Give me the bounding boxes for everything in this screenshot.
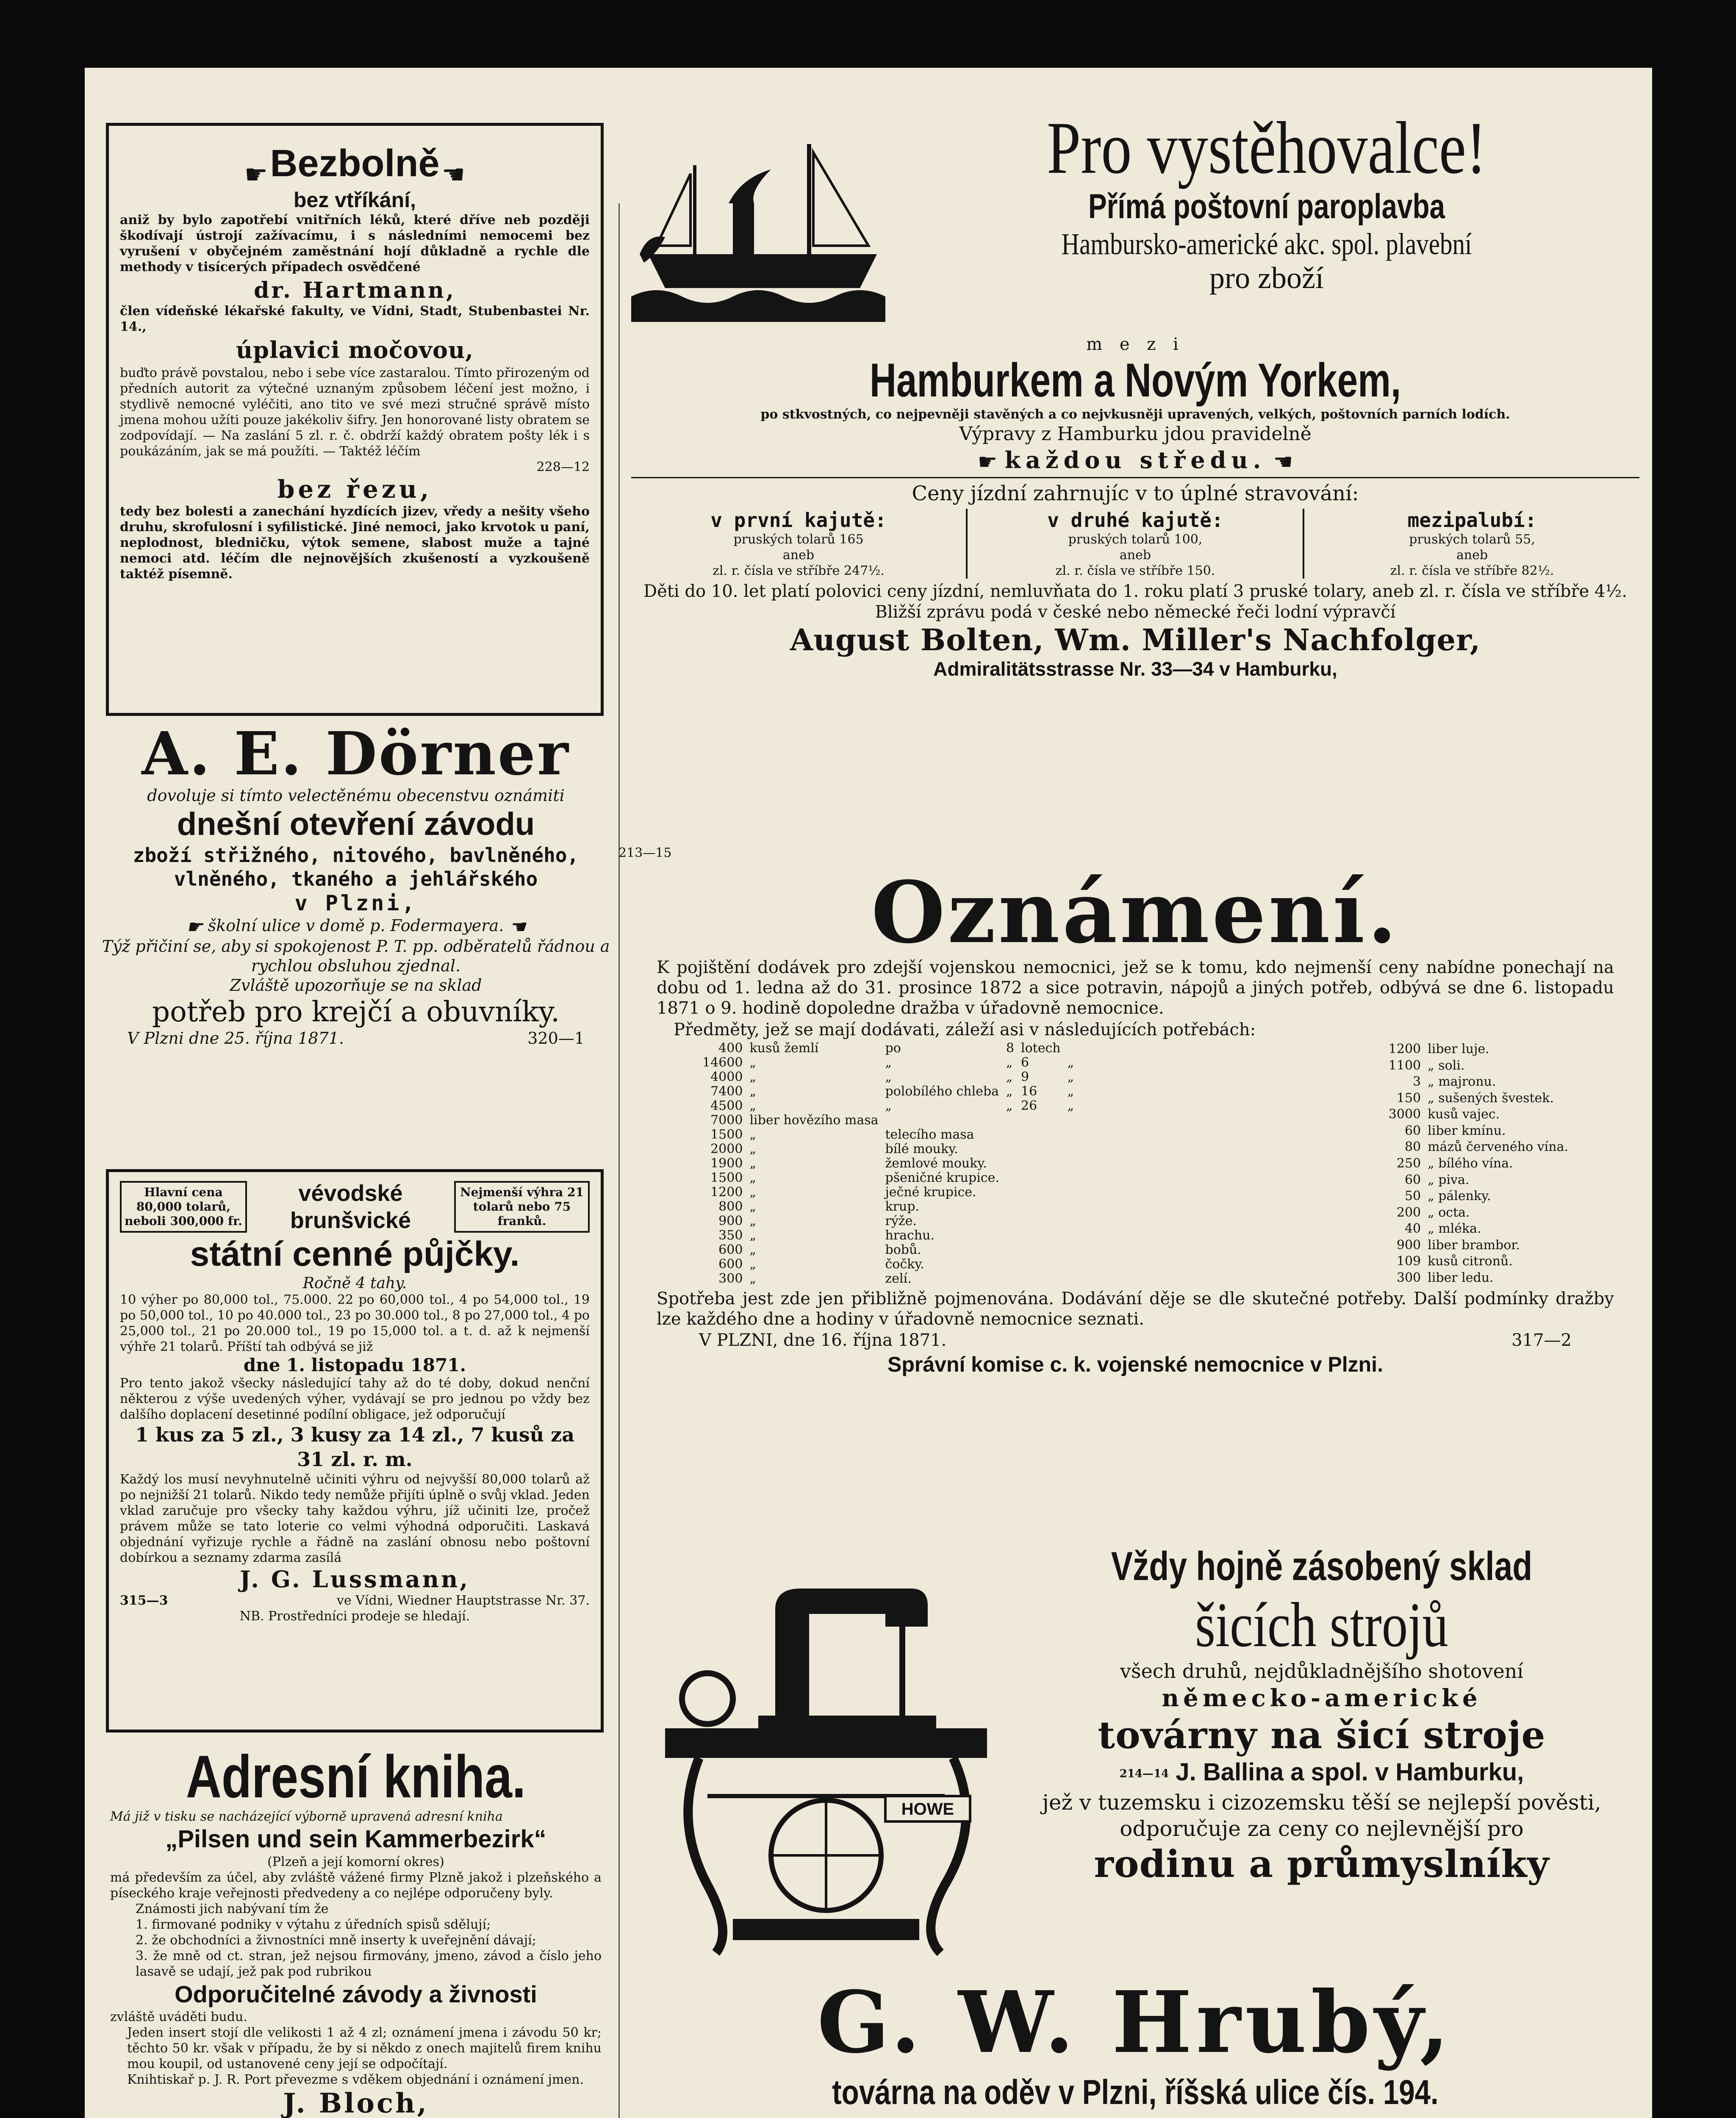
delivery-row (1385, 1058, 1572, 1074)
delivery-cell (1064, 1128, 1078, 1142)
delivery-cell: „ (749, 1070, 756, 1084)
delivery-cell: kusů vajec. (1428, 1107, 1500, 1122)
ad-text: buďto právě povstalou, nebo i sebe více zastaralou. Tímto přirozeným od předních autorit za výtečné uznaným způsobem léčení jest možno, i stydlivě nemocné vyléčiti, ano tito ve své mezi stručné správě místo jmena mohou užíti pouze jakékoliv šifry. Jen honorované listy obratem se zodpovídají. — Na zaslání 5 zl. r. č. obdrží každý obratem pošty lék i s poukázáním, jak se má použíti. — Taktéž léčím (120, 365, 590, 459)
delivery-row (1385, 1204, 1572, 1221)
ad-children: Děti do 10. let platí polovici ceny jízdní, nemluvňata do 1. roku platí 3 pruské tolary, aneb zl. r. čísla ve stříbře 4½. (643, 582, 1627, 601)
delivery-cell (1003, 1142, 1018, 1156)
lottery-wins: 10 výher po 80,000 tol., 75.000. 22 po 60,000 tol., 4 po 54,000 tol., 19 po 50,000 tol., 10 po 40.000 tol., 23 po 30.000 tol., 8 po 27,000 tol., 4 po 25,000 tol., 21 po 20.000 tol., 19 po 15,000 tol. a t. d. až k nejmenší výhře 21 tolarů. Příští tah odbývá se již (120, 1292, 590, 1354)
ad-code: 213—15 (618, 846, 672, 860)
delivery-cell: 900 (718, 1214, 743, 1228)
ad-agent-address: Admiralitätsstrasse Nr. 33—34 v Hamburku, (933, 658, 1337, 680)
delivery-cell (1003, 1214, 1018, 1228)
delivery-cell: telecího masa (885, 1127, 974, 1142)
delivery-cell: 250 (1396, 1156, 1421, 1171)
doctor-info: člen vídeňské lékařské fakulty, ve Vídni, Stadt, Stubenbastei Nr. 14., (120, 303, 590, 334)
delivery-cell: liber kmínu. (1428, 1123, 1506, 1138)
delivery-row (1385, 1074, 1572, 1090)
sewing-machine-illustration (648, 1559, 1017, 1961)
delivery-cell: 7000 (710, 1113, 743, 1128)
delivery-row (699, 1099, 1077, 1113)
delivery-cell: hrachu. (885, 1228, 935, 1243)
delivery-cell (1018, 1171, 1064, 1185)
delivery-cell: pšeničné krupice. (885, 1170, 999, 1185)
delivery-cell: bobů. (885, 1242, 921, 1257)
delivery-cell: kusů žemlí (749, 1041, 819, 1056)
ad-agent: August Bolten, Wm. Miller's Nachfolger, (790, 622, 1481, 657)
delivery-row (1385, 1221, 1572, 1237)
lottery-text: Každý los musí nevyhnutelně učiniti výhru od nejvyšší 80,000 tolarů až po nejnižší 21 tolarů. Nikdo tedy nemůže přijíti úplně o svůj vklad. Jeden vklad zaručuje pro všecky tahy každou výhru, jíž učiniti lze, pročež právem může se tato loterie co velmi výhodná odporučiti. Laskavá objednání vyřizuje rychle a řádně na zaslání obnosu nebo poštovní dobírkou a seznamy zdarma zasílá (120, 1472, 590, 1565)
delivery-row (699, 1056, 1077, 1070)
delivery-cell: „ soli. (1428, 1058, 1465, 1073)
ad-line: pro zboží (1209, 261, 1324, 295)
delivery-cell: 4500 (710, 1098, 743, 1113)
delivery-cell (882, 1113, 1002, 1128)
lottery-prices: 1 kus za 5 zl., 3 kusy za 14 zl., 7 kusů za 31 zl. r. m. (135, 1423, 575, 1471)
delivery-cell (1018, 1243, 1064, 1257)
delivery-row (1385, 1188, 1572, 1205)
delivery-cell: 1500 (710, 1127, 743, 1142)
delivery-cell: liber brambor. (1428, 1237, 1520, 1253)
delivery-cell: zelí. (885, 1271, 912, 1286)
delivery-cell: „ sušených švestek. (1428, 1090, 1554, 1106)
ad-info: Bližší zprávu podá v české nebo německé řeči lodní výpravčí (875, 602, 1396, 622)
delivery-row (699, 1214, 1077, 1228)
ad-text: Týž přičiní se, aby si spokojenost P. T. pp. odběratelů řádnou a rychlou obsluhou zjednal. (102, 937, 610, 975)
ad-text: jež v tuzemsku i cizozemsku těší se nejlepší pověsti, odporučuje za ceny co nejlevnější pro (1042, 1790, 1601, 1841)
delivery-cell (1018, 1200, 1064, 1214)
delivery-cell (1064, 1113, 1078, 1128)
ad-text: Knihtiskař p. J. R. Port převezme s vděkem objednání i oznámení jmen. (127, 2072, 584, 2087)
lottery-text: Pro tento jakož všecky následující tahy až do té doby, dokud nenční některou z výše uvedených výher, vydávají se pro jednou po vždy bez dalšího doplacení desetinné podílní obligace, jež odporučují (120, 1376, 590, 1422)
lottery-sub: Ročně 4 tahy. (302, 1275, 407, 1292)
delivery-cell: 1200 (1388, 1042, 1421, 1057)
delivery-cell: 2000 (710, 1142, 743, 1156)
delivery-cell: krup. (885, 1199, 920, 1214)
delivery-cell: 3 (1413, 1074, 1421, 1089)
ad-goods: zboží střižného, nitového, bavlněného, vlněného, tkaného a jehlářského (133, 844, 579, 890)
delivery-cell: 9 (1021, 1070, 1029, 1084)
pointing-hand-right-icon: ☚ (441, 158, 466, 190)
delivery-cell: 900 (1396, 1237, 1421, 1253)
ad-bezbolne (106, 123, 604, 716)
ad-code: 320—1 (527, 1029, 585, 1048)
delivery-cell: „ bílého vína. (1428, 1156, 1513, 1171)
ad-code: 214—14 (1119, 1767, 1169, 1780)
delivery-cell: 800 (718, 1199, 743, 1214)
delivery-cell: „ (749, 1098, 756, 1113)
fare-price: pruských tolarů 165 (733, 532, 864, 547)
ad-title: Adresní kniha. (186, 1743, 526, 1810)
pointing-hand-left-icon: ☛ (977, 449, 998, 475)
delivery-row (1385, 1172, 1572, 1188)
delivery-cell: „ (1067, 1070, 1074, 1084)
delivery-row (699, 1041, 1077, 1056)
ad-intro: Má již v tisku se nacházející výborně upravená adresní kniha (110, 1809, 503, 1824)
delivery-cell: „ (749, 1185, 756, 1200)
delivery-cell: „ (885, 1070, 892, 1084)
lottery-draw-date: dne 1. listopadu 1871. (243, 1355, 466, 1375)
delivery-row (699, 1243, 1077, 1257)
delivery-cell: „ (749, 1170, 756, 1185)
ad-line: Vždy hojně zásobený sklad (1111, 1544, 1533, 1589)
delivery-table-right (1385, 1041, 1572, 1286)
delivery-cell (1003, 1113, 1018, 1128)
fare-class (631, 509, 968, 579)
ad-title: Bezbolně (270, 142, 440, 185)
delivery-cell (1018, 1228, 1064, 1243)
delivery-cell: 400 (718, 1041, 743, 1056)
delivery-cell (1003, 1200, 1018, 1214)
delivery-cell: „ (1006, 1098, 1013, 1113)
delivery-row (699, 1128, 1077, 1142)
machine-brand-label: HOWE (901, 1800, 954, 1819)
pointing-hand-right-icon: ☚ (509, 916, 526, 938)
delivery-cell: lotech (1021, 1041, 1061, 1056)
column-divider (618, 203, 620, 2118)
delivery-row (699, 1142, 1077, 1156)
delivery-cell (1003, 1128, 1018, 1142)
ad-code: 228—12 (536, 459, 590, 474)
delivery-row (699, 1171, 1077, 1185)
ad-sewing-machines (631, 1542, 1639, 1966)
delivery-cell (1003, 1228, 1018, 1243)
fare-price: pruských tolarů 100, (1068, 532, 1203, 547)
lottery-headline: státní cenné půjčky. (190, 1235, 520, 1273)
delivery-cell: kusů citronů. (1428, 1254, 1513, 1269)
delivery-cell: 80 (1404, 1139, 1421, 1155)
delivery-cell: 150 (1396, 1090, 1421, 1106)
doctor-name: dr. Hartmann, (254, 277, 456, 303)
notice-subjects: Předměty, jež se mají dodávati, záleží asi v následujících potřebách: (674, 1020, 1256, 1040)
delivery-row (699, 1156, 1077, 1171)
delivery-cell (1003, 1171, 1018, 1185)
lottery-title: vévodské brunšvické (290, 1181, 411, 1233)
delivery-cell: „ (749, 1156, 756, 1171)
lottery-firm: J. G. Lussmann, (239, 1566, 470, 1593)
delivery-cell: liber hovězího masa (749, 1113, 879, 1128)
ad-code: 315—3 (120, 1593, 168, 1608)
lottery-address: ve Vídni, Wiedner Hauptstrasse Nr. 37. (337, 1593, 590, 1608)
delivery-cell: „ (1067, 1098, 1074, 1113)
delivery-cell (1018, 1128, 1064, 1142)
ad-text: Známosti jich nabývaní tím že (136, 1902, 329, 1916)
delivery-cell (1064, 1171, 1078, 1185)
ad-firm: J. Ballina a spol. v Hamburku, (1176, 1758, 1524, 1786)
delivery-cell: 1900 (710, 1156, 743, 1171)
ad-lottery (106, 1169, 604, 1733)
ad-desc: po stkvostných, co nejpevněji stavěných a co nejvkusněji upravených, velkých, poštovních parních lodích. (760, 407, 1510, 422)
ad-line: šicích strojů (1195, 1590, 1448, 1660)
ad-intro: dovoluje si tímto velectěnému obecenstvu oznámiti (147, 786, 565, 805)
ad-emigrants (618, 107, 1639, 860)
ad-address-book (102, 1745, 610, 2118)
delivery-cell (1018, 1214, 1064, 1228)
delivery-row (1385, 1270, 1572, 1286)
delivery-cell: 8 (1006, 1041, 1014, 1056)
delivery-cell (1064, 1214, 1078, 1228)
ad-line: Hambursko-americké akc. spol. plavební (1061, 227, 1472, 261)
delivery-cell: 1100 (1388, 1058, 1421, 1073)
ad-dorner (102, 719, 610, 1163)
delivery-cell: „ (749, 1084, 756, 1099)
ad-code: 317—2 (1511, 1331, 1572, 1350)
pointing-hand-left-icon: ☛ (244, 158, 268, 190)
fare-silver: zl. r. čísla ve stříbře 150. (1055, 563, 1215, 578)
ad-date: V Plzni dne 25. října 1871. (127, 1029, 344, 1048)
delivery-cell: 300 (718, 1271, 743, 1286)
fare-silver: zl. r. čísla ve stříbře 247½. (713, 563, 885, 578)
delivery-cell (1003, 1156, 1018, 1171)
delivery-cell: „ pálenky. (1428, 1189, 1491, 1204)
delivery-cell: 7400 (710, 1084, 743, 1099)
ad-text: 2. že obchodníci a živnostníci mně inserty k uveřejnění dávají; (136, 1933, 536, 1948)
delivery-cell: liber ledu. (1428, 1270, 1494, 1285)
delivery-cell: „ mléka. (1428, 1221, 1481, 1236)
delivery-cell: 6 (1021, 1055, 1029, 1070)
ad-heading: úplavici močovou, (236, 336, 474, 363)
delivery-cell: 16 (1021, 1084, 1037, 1099)
delivery-cell: žemlové mouky. (885, 1156, 987, 1171)
delivery-cell: „ (749, 1257, 756, 1272)
ad-departs: Výpravy z Hamburku jdou pravidelně (959, 423, 1312, 445)
delivery-cell: 350 (718, 1228, 743, 1243)
delivery-cell: „ (1006, 1055, 1013, 1070)
ad-title: Oznámení. (871, 863, 1400, 962)
delivery-row (699, 1228, 1077, 1243)
ad-line: Přímá poštovní paroplavba (1088, 187, 1445, 226)
delivery-cell: po (885, 1041, 901, 1056)
lottery-note: NB. Prostředníci prodeje se hledají. (239, 1609, 470, 1624)
fare-silver: zl. r. čísla ve stříbře 82½. (1390, 563, 1554, 578)
delivery-cell: 1200 (710, 1185, 743, 1200)
delivery-row (699, 1257, 1077, 1272)
delivery-row (699, 1185, 1077, 1200)
ad-city: v Plzni, (294, 891, 417, 915)
ad-heading: bez řezu, (277, 474, 433, 504)
ad-headline: Odporučitelné závody a živnosti (175, 1981, 537, 2007)
ad-text: potřeb pro krejčí a obuvníky. (152, 995, 560, 1028)
ad-text: 1. firmované podniky v výtahu z úředních spisů sdělují; (136, 1917, 491, 1932)
notice-signature: Správní komise c. k. vojenské nemocnice v Plzni. (887, 1353, 1383, 1376)
company-name: A. E. Dörner (141, 719, 570, 789)
ad-title: Pro vystěhovalce! (1046, 107, 1486, 189)
delivery-row (699, 1113, 1077, 1128)
delivery-cell: „ (749, 1199, 756, 1214)
delivery-cell (1064, 1272, 1078, 1286)
delivery-cell (1018, 1257, 1064, 1272)
delivery-cell: bílé mouky. (885, 1142, 958, 1156)
delivery-cell (1003, 1243, 1018, 1257)
delivery-row (699, 1200, 1077, 1214)
delivery-cell: 60 (1404, 1172, 1421, 1187)
delivery-cell: „ (749, 1127, 756, 1142)
delivery-cell (1003, 1272, 1018, 1286)
delivery-row (1385, 1139, 1572, 1156)
delivery-cell: rýže. (885, 1214, 917, 1228)
delivery-cell: ječné krupice. (885, 1185, 976, 1200)
fare-price: pruských tolarů 55, (1409, 532, 1535, 547)
ad-line: všech druhů, nejdůkladnějšího shotovení (1120, 1660, 1524, 1683)
delivery-cell: liber luje. (1428, 1042, 1489, 1057)
ad-headline: dnešní otevření závodu (177, 806, 535, 842)
ad-line: Hamburkem a Novým Yorkem, (869, 354, 1401, 407)
delivery-row (1385, 1253, 1572, 1270)
lottery-min-prize: Nejmenší výhra 21 tolarů nebo 75 franků. (454, 1181, 590, 1233)
ad-text: zvláště uváděti budu. (110, 2010, 247, 2024)
delivery-cell: 200 (1396, 1205, 1421, 1220)
ad-text: má především za účel, aby zvláště vážené firmy Plzně jakož i plzeňského a píseckého kraje veřejnosti předvedeny a co nejlépe odporučeny byly. (110, 1870, 602, 1901)
steamship-illustration (631, 127, 894, 322)
ad-text: továrna na oděv v Plzni, říšská ulice čís. 194. (832, 2073, 1439, 2112)
delivery-cell: „ (1006, 1084, 1013, 1099)
delivery-cell (1003, 1257, 1018, 1272)
ad-every: každou středu. (1004, 446, 1266, 474)
ad-subtitle: bez vtříkání, (294, 188, 416, 212)
delivery-cell: „ piva. (1428, 1172, 1470, 1187)
prices-title: Ceny jízdní zahrnujíc v to úplné stravování: (912, 482, 1359, 505)
delivery-cell: polobílého chleba (885, 1084, 999, 1099)
delivery-cell: „ (749, 1271, 756, 1286)
delivery-cell: „ (749, 1214, 756, 1228)
delivery-cell: 4000 (710, 1070, 743, 1084)
delivery-cell (1064, 1228, 1078, 1243)
delivery-row (699, 1070, 1077, 1084)
book-subtitle: (Plzeň a její komorní okres) (267, 1855, 444, 1869)
delivery-cell: 50 (1404, 1189, 1421, 1204)
delivery-cell (1018, 1272, 1064, 1286)
delivery-cell: 109 (1396, 1254, 1421, 1269)
delivery-cell (1064, 1185, 1078, 1200)
delivery-cell: „ octa. (1428, 1205, 1470, 1220)
delivery-table-left (699, 1041, 1077, 1286)
fare-class (1305, 509, 1639, 579)
fare-class-name: v druhé kajutě: (1047, 509, 1223, 532)
ad-mezi: m e z i (1086, 335, 1184, 354)
delivery-cell: 60 (1404, 1123, 1421, 1138)
delivery-cell (1018, 1113, 1064, 1128)
delivery-cell: „ (1067, 1055, 1074, 1070)
ad-notice (631, 863, 1639, 1533)
delivery-cell (1064, 1200, 1078, 1214)
delivery-cell (1018, 1185, 1064, 1200)
fare-or: aneb (782, 548, 815, 563)
ad-line: továrny na šicí stroje (1098, 1713, 1546, 1757)
delivery-cell: „ (1067, 1084, 1074, 1099)
pointing-hand-left-icon: ☛ (186, 916, 203, 938)
notice-date: V PLZNI, dne 16. října 1871. (699, 1331, 947, 1350)
delivery-cell: „ (749, 1242, 756, 1257)
fare-or: aneb (1119, 548, 1151, 563)
delivery-cell: 3000 (1388, 1107, 1421, 1122)
ad-firm: J. Bloch, (283, 2088, 429, 2118)
delivery-cell: 40 (1404, 1221, 1421, 1236)
delivery-cell: 1500 (710, 1170, 743, 1185)
ad-text: Jeden insert stojí dle velikosti 1 až 4 zl; oznámení jmena i závodu 50 kr; těchto 50 kr. však v případu, že by si někdo z onech majitelů firem knihu mou koupil, od ustanovené ceny její se odpočítají. (127, 2025, 602, 2071)
ad-address: školní ulice v domě p. Fodermayera. (208, 916, 504, 935)
lottery-main-prize: Hlavní cena 80,000 tolarů, neboli 300,000 fr. (120, 1181, 247, 1233)
ad-text: Zvláště upozorňuje se na sklad (230, 976, 482, 995)
ad-line: rodinu a průmyslníky (1094, 1841, 1550, 1886)
delivery-cell: čočky. (885, 1257, 924, 1272)
delivery-cell: 14600 (702, 1055, 743, 1070)
delivery-cell: „ (885, 1055, 892, 1070)
book-title: „Pilsen und sein Kammerbezirk“ (165, 1825, 546, 1853)
notice-text: K pojištění dodávek pro zdejší vojenskou nemocnici, jež se k tomu, kdo nejmenší ceny nabídne ponechají na dobu od 1. ledna až do 31. prosince 1872 a sice potravin, nápojů a jiných potřeb, odbývá se dne 6. listopadu 1871 o 9. hodině dopoledne dražba v úřadovně nemocnice. (657, 958, 1614, 1018)
fare-class-name: v první kajutě: (710, 509, 887, 532)
delivery-row (699, 1084, 1077, 1099)
delivery-cell: „ (749, 1142, 756, 1156)
pointing-hand-right-icon: ☚ (1273, 449, 1293, 475)
delivery-cell (1064, 1142, 1078, 1156)
delivery-cell: „ (749, 1055, 756, 1070)
delivery-cell (1018, 1142, 1064, 1156)
ad-text: tedy bez bolesti a zanechání hyzdících jizev, vředy a nešity všeho druhu, skrofulosní i syfilistické. Jiné nemoci, jako krvotok u paní, neplodnost, bledničku, výtok semene, slabost muže a tajné nemoci atd. léčím dle nejnovějších zkušeností a vyzkoušeně taktéž písemně. (120, 504, 590, 582)
delivery-row (1385, 1123, 1572, 1139)
delivery-cell: 600 (718, 1242, 743, 1257)
delivery-row (1385, 1237, 1572, 1253)
delivery-cell: „ (749, 1228, 756, 1243)
fare-class (968, 509, 1304, 579)
delivery-cell: 26 (1021, 1098, 1037, 1113)
ad-hruby (631, 1974, 1639, 2118)
delivery-cell (1064, 1243, 1078, 1257)
delivery-cell (1018, 1156, 1064, 1171)
delivery-row (1385, 1090, 1572, 1107)
newspaper-sheet (85, 68, 1652, 2118)
delivery-cell: „ majronu. (1428, 1074, 1496, 1089)
ad-text: aniž by bylo zapotřebí vnitřních léků, které dříve neb později škodívají ústrojí zažívacímu, i s následními nemocemi bez vyrušení v obyčejném zaměstnání hojí důkladně a rychle dle methody v tisícerých případech osvědčené (120, 212, 590, 274)
fare-or: aneb (1456, 548, 1488, 563)
notice-consumption: Spotřeba jest zde jen přibližně pojmenována. Dodávání děje se dle skutečné potřeby. Další podmínky dražby lze každého dne a hodiny v úřadovně nemocnice seznati. (657, 1289, 1614, 1329)
delivery-row (1385, 1156, 1572, 1172)
delivery-cell: 600 (718, 1257, 743, 1272)
delivery-cell: mázů červeného vína. (1428, 1139, 1568, 1155)
delivery-row (1385, 1106, 1572, 1123)
delivery-cell: 300 (1396, 1270, 1421, 1285)
delivery-row (699, 1272, 1077, 1286)
company-name: G. W. Hrubý, (817, 1973, 1453, 2072)
fare-class-name: mezipalubí: (1407, 509, 1537, 532)
delivery-row (1385, 1041, 1572, 1058)
ad-text: 3. že mně od ct. stran, jež nejsou firmovány, jmeno, závod a číslo jeho lasavě se udají, jež pak pod rubrikou (136, 1949, 602, 1979)
delivery-cell (1003, 1185, 1018, 1200)
delivery-cell: „ (885, 1098, 892, 1113)
delivery-cell (1064, 1257, 1078, 1272)
delivery-cell: „ (1006, 1070, 1013, 1084)
ad-line: německo-americké (1162, 1684, 1482, 1712)
delivery-cell (1064, 1156, 1078, 1171)
